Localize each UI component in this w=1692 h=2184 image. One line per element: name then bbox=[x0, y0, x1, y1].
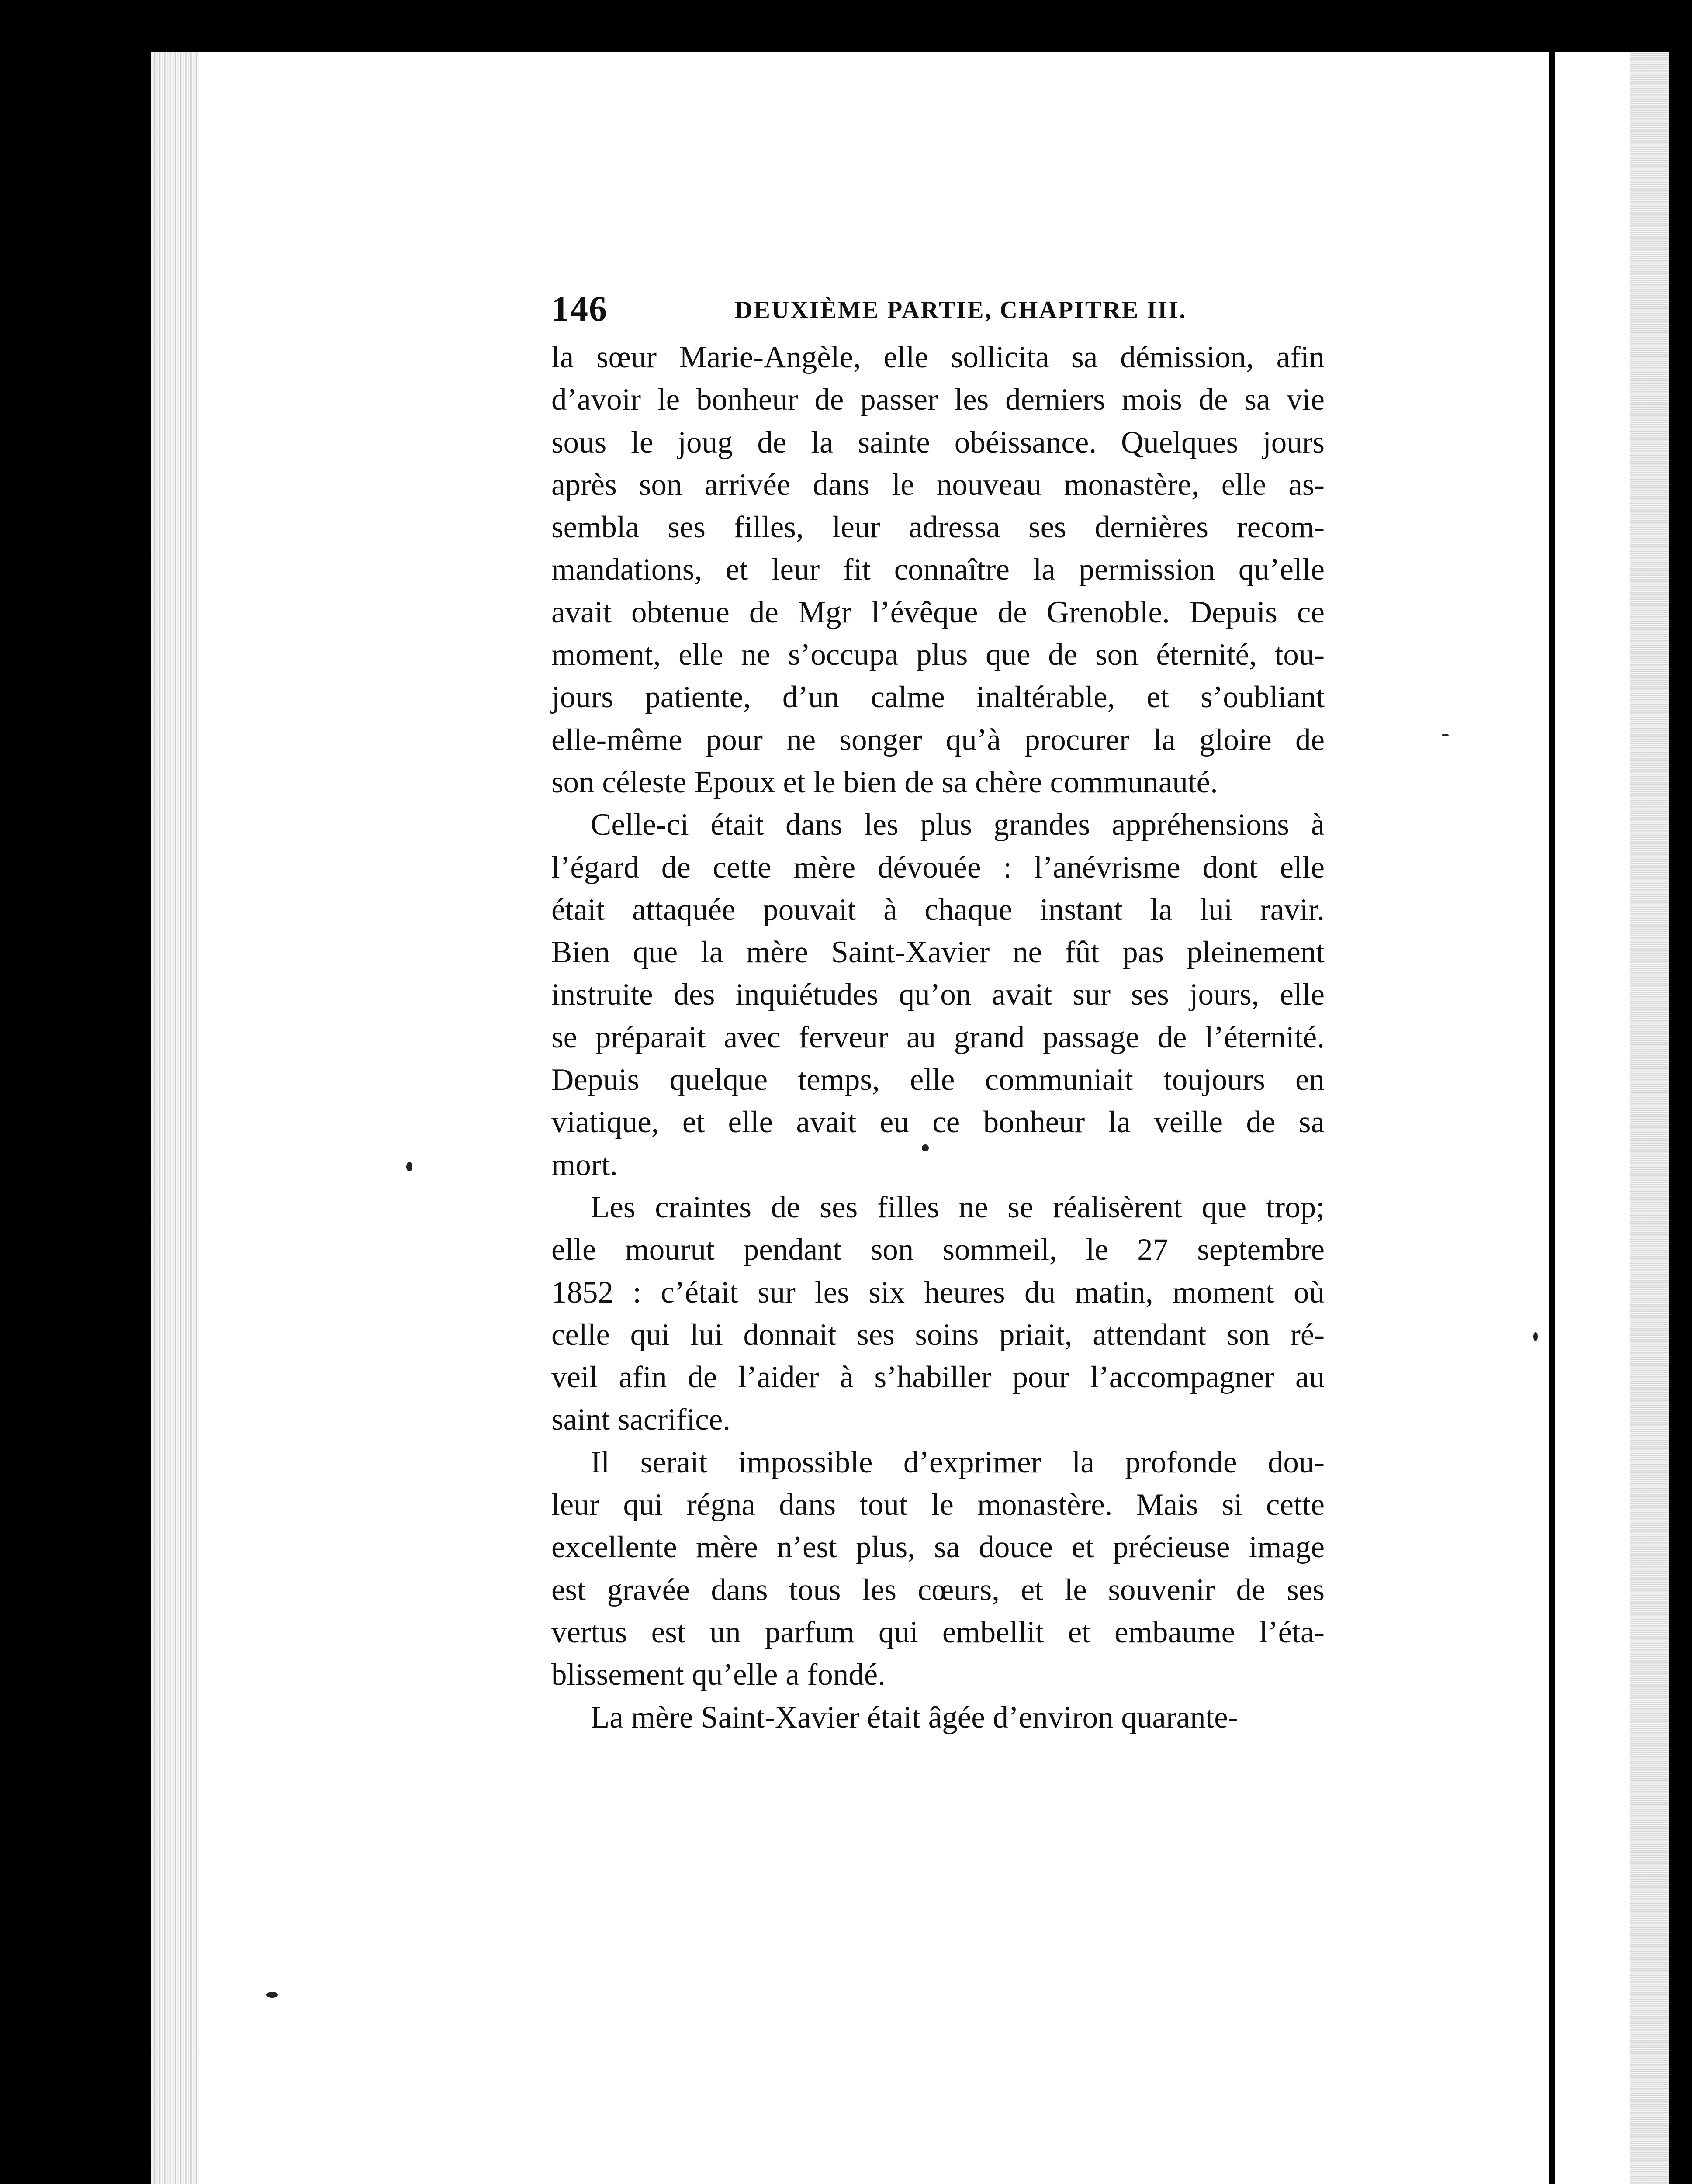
paragraph-start-line: Il serait impossible d’exprimer la profonde dou- bbox=[591, 1445, 1325, 1479]
text-line: Bien que la mère Saint-Xavier ne fût pas pleinement bbox=[551, 935, 1325, 970]
scan-speck bbox=[406, 1162, 412, 1171]
scan-speck bbox=[266, 1992, 278, 1998]
paragraph-start-line: Celle-ci était dans les plus grandes appréhensions à bbox=[591, 808, 1325, 842]
text-line: celle qui lui donnait ses soins priait, attendant son ré- bbox=[551, 1317, 1325, 1352]
scan-speck bbox=[1442, 734, 1449, 736]
text-line: sous le joug de la sainte obéissance. Quelques jours bbox=[551, 425, 1325, 460]
paragraph-start-line: La mère Saint-Xavier était âgée d’environ quarante- bbox=[591, 1700, 1239, 1735]
text-line: Depuis quelque temps, elle communiait toujours en bbox=[551, 1063, 1325, 1097]
text-line: sembla ses filles, leur adressa ses dernières recom- bbox=[551, 510, 1325, 545]
text-line: jours patiente, d’un calme inaltérable, et s’oubliant bbox=[551, 680, 1325, 715]
text-line: est gravée dans tous les cœurs, et le souvenir de ses bbox=[551, 1572, 1325, 1607]
text-line: son céleste Epoux et le bien de sa chère communauté. bbox=[551, 765, 1218, 799]
text-line: l’égard de cette mère dévouée : l’anévrisme dont elle bbox=[551, 850, 1325, 885]
text-line: avait obtenue de Mgr l’évêque de Grenoble. Depuis ce bbox=[551, 595, 1325, 629]
text-line: était attaquée pouvait à chaque instant la lui ravir. bbox=[551, 892, 1325, 927]
text-line: après son arrivée dans le nouveau monastère, elle as- bbox=[551, 467, 1325, 502]
scan-speck bbox=[922, 1144, 929, 1151]
scan-speck bbox=[1533, 1332, 1538, 1341]
paragraph-start-line: Les craintes de ses filles ne se réalisèrent que trop; bbox=[591, 1190, 1325, 1224]
text-line: mort. bbox=[551, 1147, 618, 1182]
text-line: moment, elle ne s’occupa plus que de son éternité, tou- bbox=[551, 638, 1325, 672]
text-line: blissement qu’elle a fondé. bbox=[551, 1658, 886, 1692]
running-head bbox=[551, 288, 1325, 336]
page-gutter bbox=[151, 52, 199, 2184]
text-line: viatique, et elle avait eu ce bonheur la veille de sa bbox=[551, 1105, 1325, 1140]
text-line: la sœur Marie-Angèle, elle sollicita sa démission, afin bbox=[551, 340, 1325, 374]
text-line: saint sacrifice. bbox=[551, 1403, 731, 1437]
next-page-edge bbox=[1549, 52, 1669, 2184]
text-line: leur qui régna dans tout le monastère. Mais si cette bbox=[551, 1488, 1325, 1522]
text-line: elle mourut pendant son sommeil, le 27 septembre bbox=[551, 1233, 1325, 1267]
text-line: d’avoir le bonheur de passer les derniers mois de sa vie bbox=[551, 383, 1325, 417]
text-line: excellente mère n’est plus, sa douce et précieuse image bbox=[551, 1530, 1325, 1565]
text-line: se préparait avec ferveur au grand passage de l’éternité. bbox=[551, 1020, 1325, 1054]
page-number: 146 bbox=[551, 289, 608, 328]
text-line: instruite des inquiétudes qu’on avait sur ses jours, elle bbox=[551, 978, 1325, 1012]
text-block bbox=[551, 288, 1325, 1739]
chapter-title: DEUXIÈME PARTIE, CHAPITRE III. bbox=[735, 297, 1187, 324]
text-line: 1852 : c’était sur les six heures du matin, moment où bbox=[551, 1275, 1325, 1310]
text-line: mandations, et leur fit connaître la permission qu’elle bbox=[551, 553, 1325, 587]
text-line: veil afin de l’aider à s’habiller pour l’accompagner au bbox=[551, 1360, 1325, 1395]
page-edge-texture bbox=[1630, 52, 1669, 2184]
text-line: vertus est un parfum qui embellit et embaume l’éta- bbox=[551, 1615, 1325, 1649]
text-line: elle-même pour ne songer qu’à procurer la gloire de bbox=[551, 722, 1325, 757]
